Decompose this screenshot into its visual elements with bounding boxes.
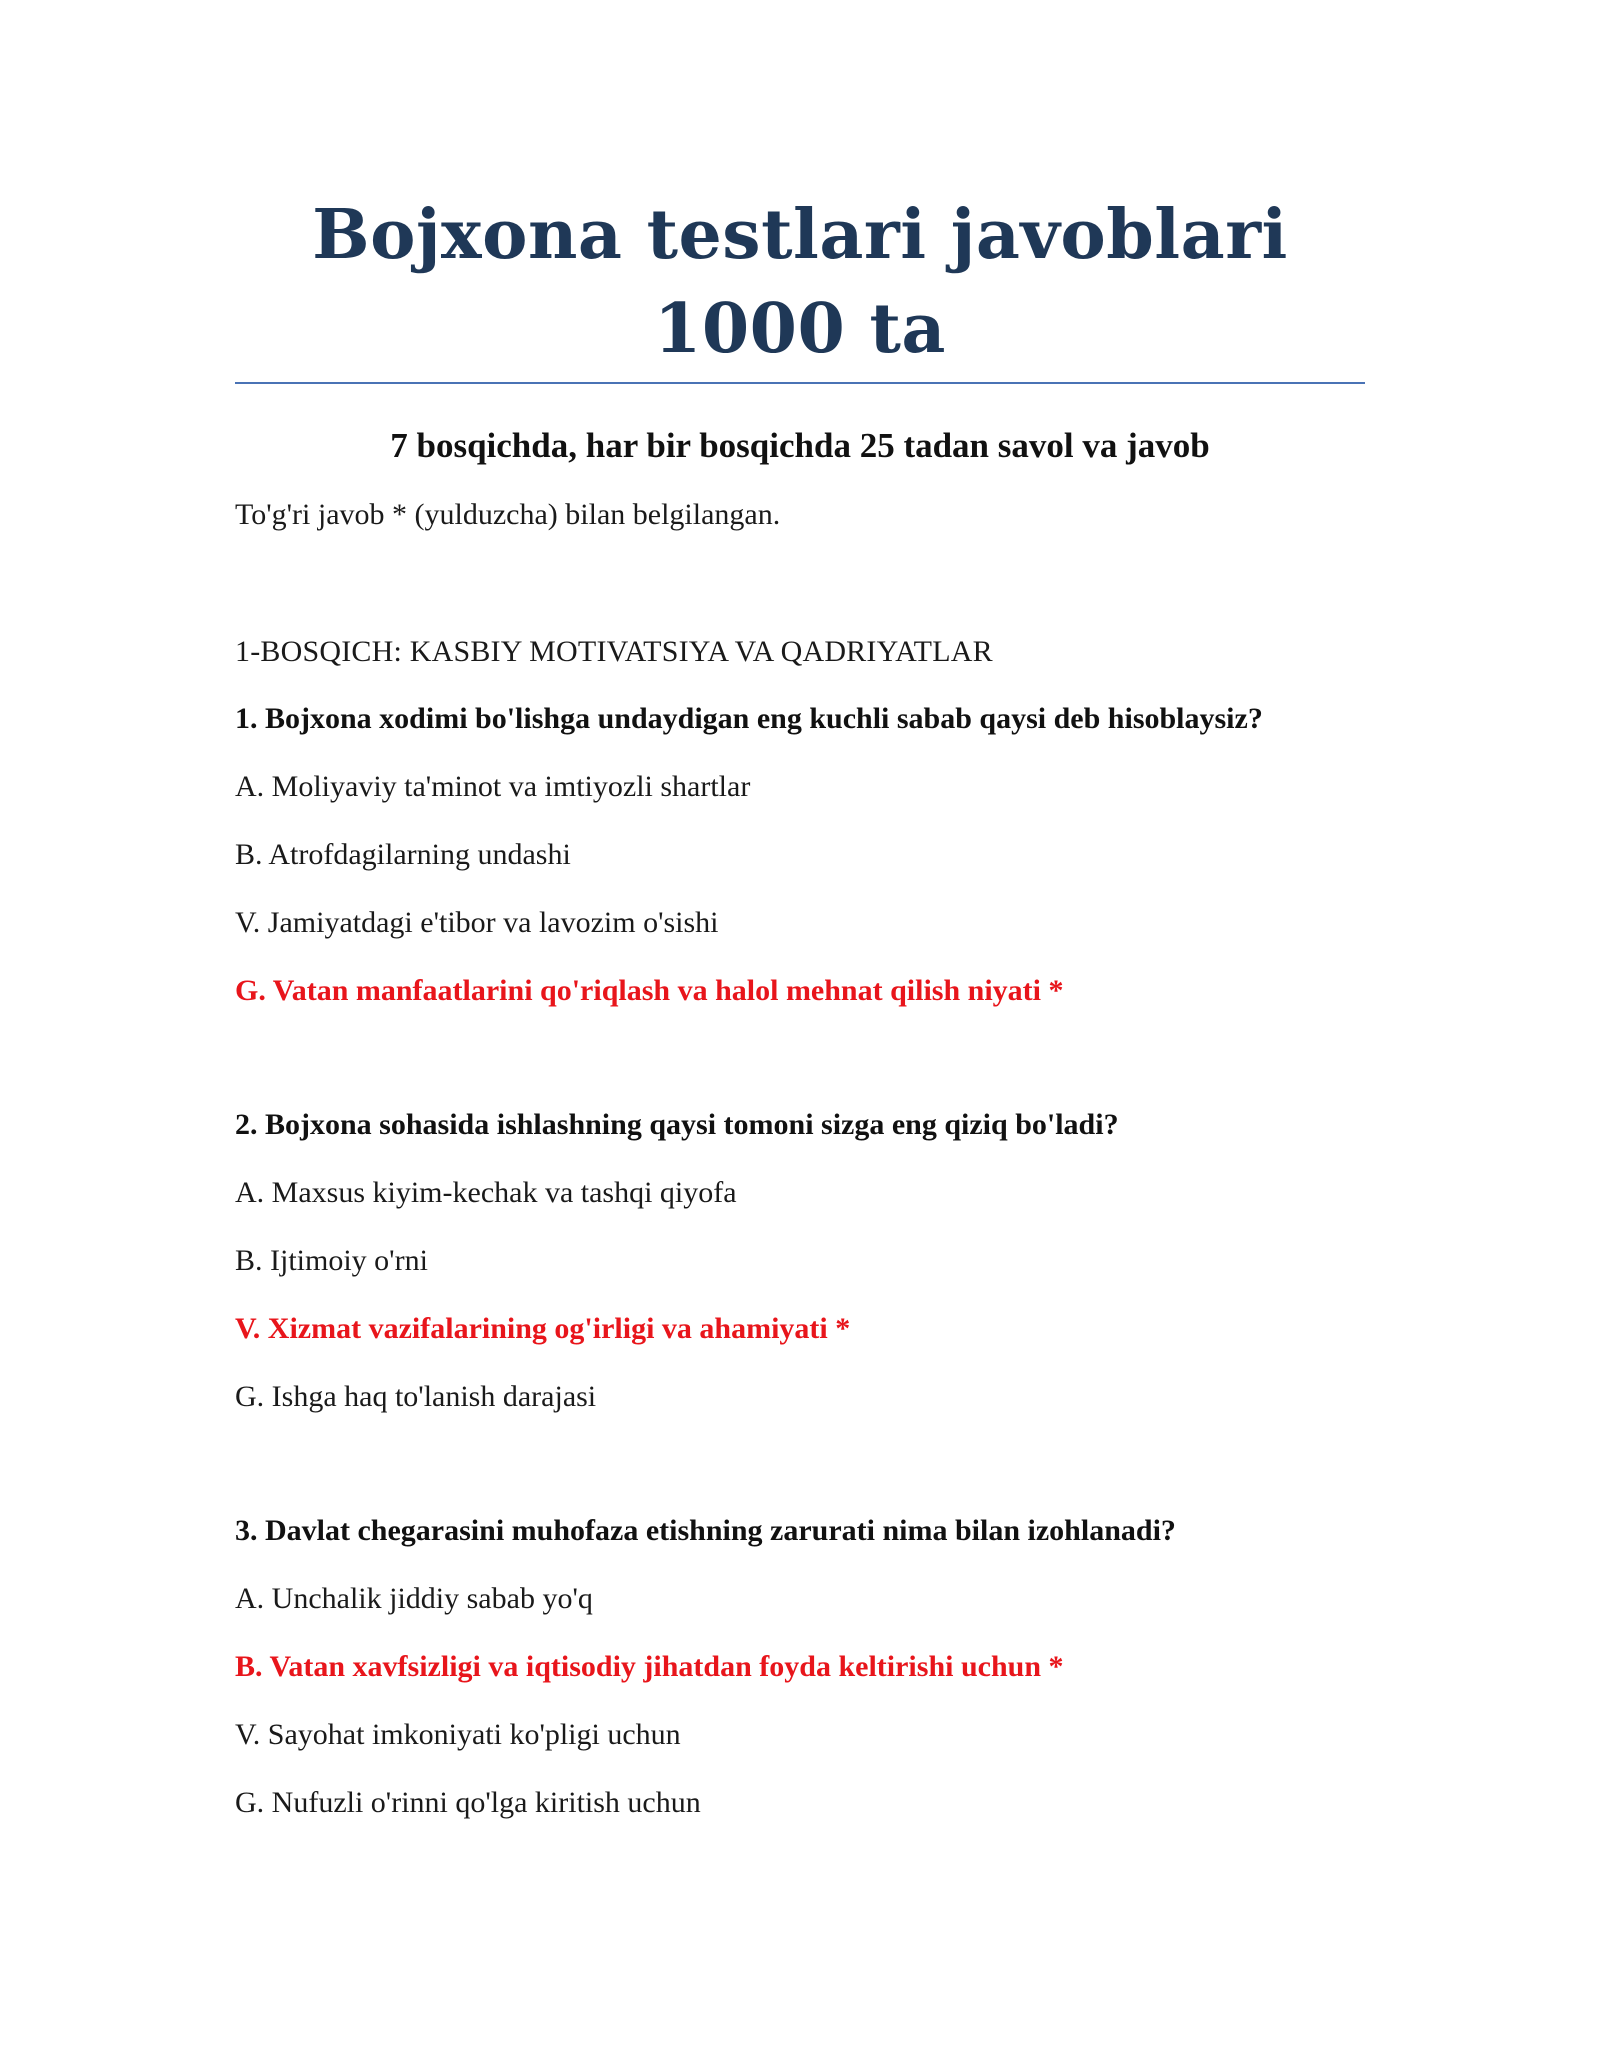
- answer-option: G. Ishga haq to'lanish darajasi: [235, 1380, 597, 1413]
- correct-answer-option: V. Xizmat vazifalarining og'irligi va ahamiyati *: [235, 1312, 851, 1345]
- answer-option: A. Unchalik jiddiy sabab yo'q: [235, 1582, 593, 1615]
- question-block: [235, 699, 1365, 1039]
- correct-answer-option: B. Vatan xavfsizligi va iqtisodiy jihatdan foyda keltirishi uchun *: [235, 1650, 1064, 1683]
- question-text: 3. Davlat chegarasini muhofaza etishning zarurati nima bilan izohlanadi?: [235, 1514, 1176, 1547]
- answer-option: A. Maxsus kiyim-kechak va tashqi qiyofa: [235, 1176, 737, 1209]
- question-block: [235, 1511, 1365, 1851]
- correct-answer-option: G. Vatan manfaatlarini qo'riqlash va halol mehnat qilish niyati *: [235, 974, 1064, 1007]
- question-text: 2. Bojxona sohasida ishlashning qaysi tomoni sizga eng qiziq bo'ladi?: [235, 1108, 1119, 1141]
- answer-option: A. Moliyaviy ta'minot va imtiyozli shartlar: [235, 770, 751, 803]
- document-subtitle: 7 bosqichda, har bir bosqichda 25 tadan savol va javob: [390, 426, 1210, 465]
- question-text: 1. Bojxona xodimi bo'lishga undaydigan eng kuchli sabab qaysi deb hisoblaysiz?: [235, 702, 1263, 735]
- answer-key-note: To'g'ri javob * (yulduzcha) bilan belgilangan.: [235, 498, 781, 531]
- title-divider: [235, 382, 1365, 384]
- document-title: Bojxona testlari javoblari 1000 ta: [312, 195, 1288, 369]
- document-page: [235, 0, 1365, 2070]
- answer-option: V. Jamiyatdagi e'tibor va lavozim o'sishi: [235, 906, 719, 939]
- answer-option: B. Atrofdagilarning undashi: [235, 838, 571, 871]
- answer-option: V. Sayohat imkoniyati ko'pligi uchun: [235, 1718, 681, 1751]
- section-heading: 1-BOSQICH: KASBIY MOTIVATSIYA VA QADRIYATLAR: [235, 635, 993, 668]
- answer-option: G. Nufuzli o'rinni qo'lga kiritish uchun: [235, 1786, 701, 1819]
- answer-option: B. Ijtimoiy o'rni: [235, 1244, 428, 1277]
- question-block: [235, 1105, 1365, 1445]
